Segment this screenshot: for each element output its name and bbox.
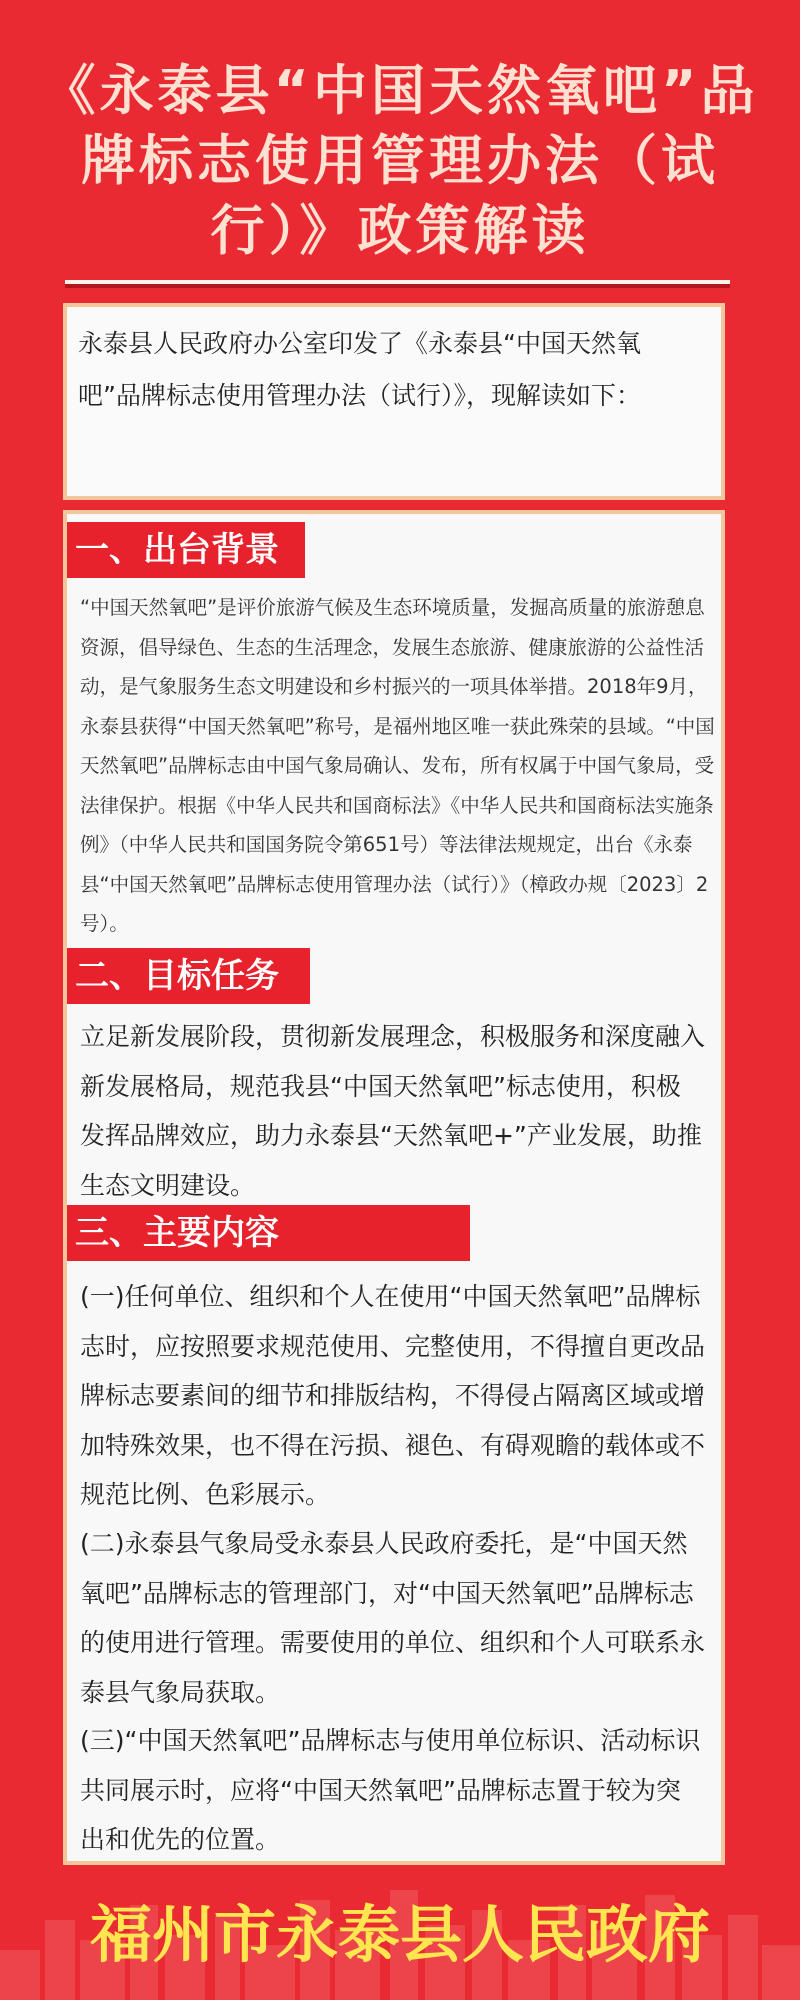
title-divider-shadow [65,284,730,288]
section-body-goals: 立足新发展阶段，贯彻新发展理念，积极服务和深度融入新发展格局，规范我县“中国天然氧吧”标志使用，积极发挥品牌效应，助力永泰县“天然氧吧+”产业发展，助推生态文明建设。 [80,1022,706,1200]
section-heading-content: 三、主要内容 [67,1205,470,1261]
section-heading-background: 一、出台背景 [67,522,305,578]
section-heading-goals: 二、目标任务 [67,948,310,1004]
content-item-1: (一)任何单位、组织和个人在使用“中国天然氧吧”品牌标志时，应按照要求规范使用、完整使用，不得擅自更改品牌标志要素间的细节和排版结构，不得侵占隔离区域或增加特殊效果，也不得在污损、褪色、有碍观瞻的载体或不规范比例、色彩展示。 [80,1282,706,1509]
poster-title: 《永泰县“中国天然氧吧”品牌标志使用管理办法（试行）》政策解读 [41,59,759,262]
intro-text: 永泰县人民政府办公室印发了《永泰县“中国天然氧吧”品牌标志使用管理办法（试行）》，现解读如下： [78,329,641,410]
footer-issuer: 福州市永泰县人民政府 [89,1898,710,1971]
section-body-background: “中国天然氧吧”是评价旅游气候及生态环境质量，发掘高质量的旅游憩息资源，倡导绿色、生态的生活理念，发展生态旅游、健康旅游的公益性活动，是气象服务生态文明建设和乡村振兴的一项具体举措。2018年9月，永泰县获得“中国天然氧吧”称号，是福州地区唯一获此殊荣的县域。“中国天然氧吧”品牌标志由中国气象局确认、发布，所有权属于中国气象局，受法律保护。根据《中华人民共和国商标法》《中华人民共和国商标法实施条例》（中华人民共和国国务院令第651号）等法律法规规定，出台《永泰县“中国天然氧吧”品牌标志使用管理办法（试行）》（樟政办规〔2023〕2号）。 [80,596,715,935]
content-item-2: (二)永泰县气象局受永泰县人民政府委托，是“中国天然氧吧”品牌标志的管理部门，对“中国天然氧吧”品牌标志的使用进行管理。需要使用的单位、组织和个人可联系永泰县气象局获取。 [80,1529,706,1707]
content-item-3: (三)“中国天然氧吧”品牌标志与使用单位标识、活动标识共同展示时，应将“中国天然氧吧”品牌标志置于较为突出和优先的位置。 [80,1726,701,1854]
